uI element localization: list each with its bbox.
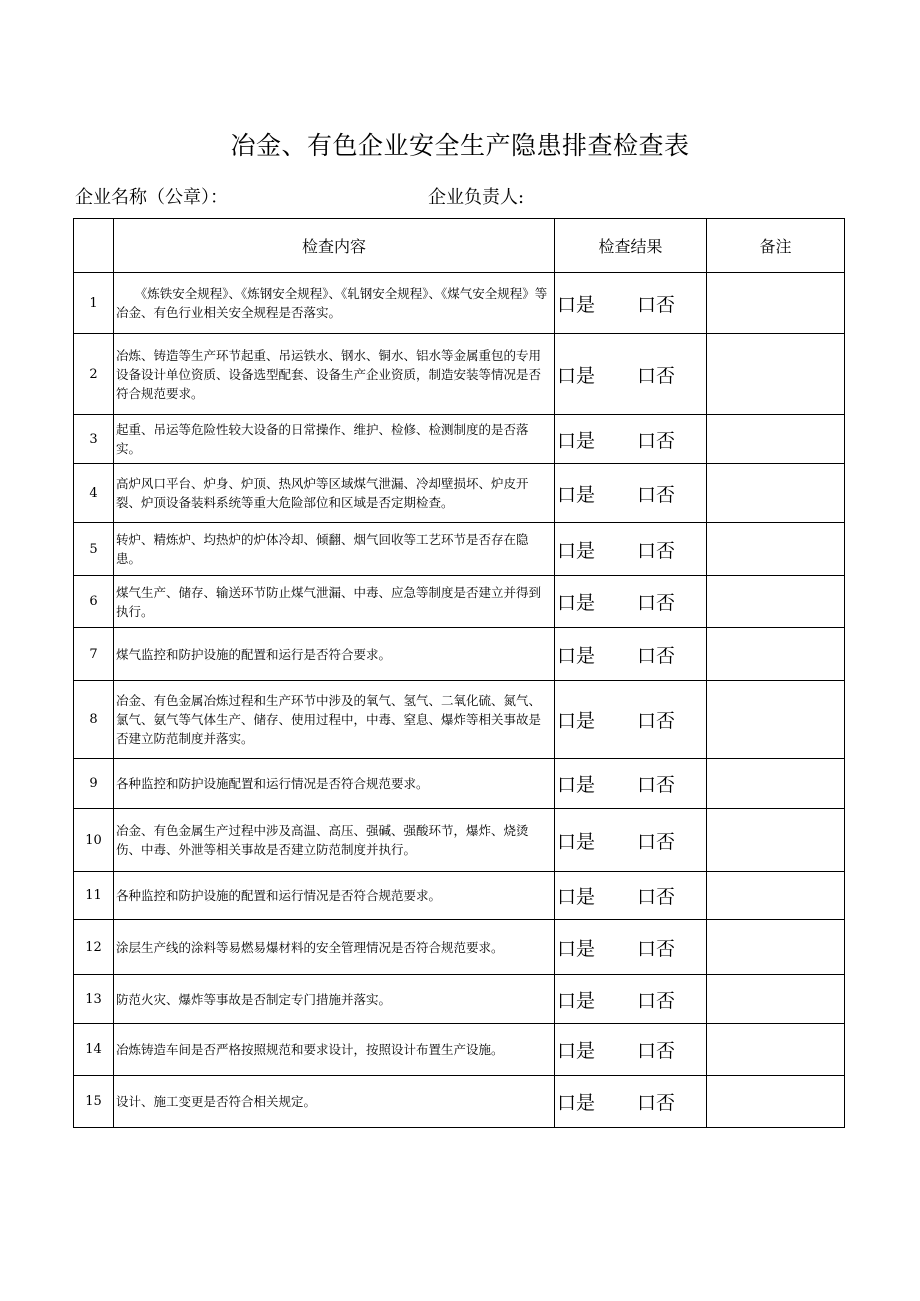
table-row — [74, 975, 845, 1024]
row-result — [555, 1076, 707, 1128]
table-row — [74, 681, 845, 759]
table-row — [74, 576, 845, 628]
table-row — [74, 334, 845, 415]
table-row — [74, 464, 845, 523]
row-check-content: 高炉风口平台、炉身、炉顶、热风炉等区域煤气泄漏、冷却壁损坏、炉皮开裂、炉顶设备装料系统等重大危险部位和区域是否定期检查。 — [114, 464, 555, 523]
result-yes-checkbox[interactable]: 口是 — [557, 886, 596, 908]
row-number: 3 — [74, 415, 114, 464]
row-result — [555, 1024, 707, 1076]
result-no-checkbox[interactable]: 口否 — [637, 644, 676, 667]
company-name-label: 企业名称（公章）： — [75, 187, 228, 208]
row-result — [555, 334, 707, 415]
row-result — [555, 809, 707, 872]
row-number: 2 — [74, 334, 114, 415]
result-no-checkbox[interactable]: 口否 — [637, 483, 676, 506]
result-no-checkbox[interactable]: 口否 — [637, 293, 676, 316]
row-note[interactable] — [707, 464, 845, 523]
row-check-content: 各种监控和防护设施的配置和运行情况是否符合规范要求。 — [114, 872, 555, 920]
row-note[interactable] — [707, 872, 845, 920]
row-check-content: 涂层生产线的涂料等易燃易爆材料的安全管理情况是否符合规范要求。 — [114, 920, 555, 975]
result-yes-checkbox[interactable]: 口是 — [557, 592, 596, 614]
table-row — [74, 1024, 845, 1076]
row-result — [555, 415, 707, 464]
result-yes-checkbox[interactable]: 口是 — [557, 429, 596, 452]
row-number: 1 — [74, 273, 114, 334]
row-note[interactable] — [707, 415, 845, 464]
result-yes-checkbox[interactable]: 口是 — [557, 1092, 596, 1114]
result-yes-checkbox[interactable]: 口是 — [557, 774, 596, 796]
row-check-content: 起重、吊运等危险性较大设备的日常操作、维护、检修、检测制度的是否落实。 — [114, 415, 555, 464]
header-result: 检查结果 — [555, 219, 707, 273]
result-no-checkbox[interactable]: 口否 — [637, 429, 676, 452]
row-result — [555, 759, 707, 809]
table-row — [74, 759, 845, 809]
row-check-content: 冶金、有色金属生产过程中涉及高温、高压、强碱、强酸环节，爆炸、烧烫伤、中毒、外泄等相关事故是否建立防范制度并执行。 — [114, 809, 555, 872]
table-header-row — [74, 219, 845, 273]
row-check-content: 各种监控和防护设施配置和运行情况是否符合规范要求。 — [114, 759, 555, 809]
row-result — [555, 872, 707, 920]
result-no-checkbox[interactable]: 口否 — [637, 1040, 676, 1062]
header-content: 检查内容 — [114, 219, 555, 273]
result-yes-checkbox[interactable]: 口是 — [557, 364, 596, 387]
row-note[interactable] — [707, 1076, 845, 1128]
table-row — [74, 920, 845, 975]
row-note[interactable] — [707, 759, 845, 809]
row-check-content: 冶炼铸造车间是否严格按照规范和要求设计，按照设计布置生产设施。 — [114, 1024, 555, 1076]
responsible-person-label: 企业负责人: — [428, 187, 525, 208]
row-number: 13 — [74, 975, 114, 1024]
row-note[interactable] — [707, 681, 845, 759]
header-note: 备注 — [707, 219, 845, 273]
row-check-content: 冶金、有色金属冶炼过程和生产环节中涉及的氧气、氢气、二氧化硫、氮气、氯气、氨气等气体生产、储存、使用过程中，中毒、窒息、爆炸等相关事故是否建立防范制度并落实。 — [114, 681, 555, 759]
row-result — [555, 523, 707, 576]
result-no-checkbox[interactable]: 口否 — [637, 937, 676, 960]
result-no-checkbox[interactable]: 口否 — [637, 1092, 676, 1114]
row-check-content: 冶炼、铸造等生产环节起重、吊运铁水、钢水、铜水、铝水等金属重包的专用设备设计单位资质、设备选型配套、设备生产企业资质，制造安装等情况是否符合规范要求。 — [114, 334, 555, 415]
row-note[interactable] — [707, 809, 845, 872]
result-no-checkbox[interactable]: 口否 — [637, 989, 676, 1012]
result-yes-checkbox[interactable]: 口是 — [557, 937, 596, 960]
row-note[interactable] — [707, 273, 845, 334]
row-number: 14 — [74, 1024, 114, 1076]
row-number: 12 — [74, 920, 114, 975]
row-result — [555, 628, 707, 681]
row-note[interactable] — [707, 628, 845, 681]
table-row — [74, 523, 845, 576]
table-row — [74, 1076, 845, 1128]
row-check-content: 转炉、精炼炉、均热炉的炉体冷却、倾翻、烟气回收等工艺环节是否存在隐患。 — [114, 523, 555, 576]
result-no-checkbox[interactable]: 口否 — [637, 886, 676, 908]
result-no-checkbox[interactable]: 口否 — [637, 539, 676, 562]
row-check-content: 煤气生产、储存、输送环节防止煤气泄漏、中毒、应急等制度是否建立并得到执行。 — [114, 576, 555, 628]
row-number: 9 — [74, 759, 114, 809]
row-note[interactable] — [707, 576, 845, 628]
result-yes-checkbox[interactable]: 口是 — [557, 830, 596, 853]
row-result — [555, 975, 707, 1024]
row-number: 10 — [74, 809, 114, 872]
row-number: 8 — [74, 681, 114, 759]
row-note[interactable] — [707, 334, 845, 415]
table-row — [74, 809, 845, 872]
table-row — [74, 628, 845, 681]
result-yes-checkbox[interactable]: 口是 — [557, 483, 596, 506]
result-no-checkbox[interactable]: 口否 — [637, 774, 676, 796]
row-result — [555, 464, 707, 523]
table-row — [74, 273, 845, 334]
result-no-checkbox[interactable]: 口否 — [637, 710, 676, 732]
result-yes-checkbox[interactable]: 口是 — [557, 644, 596, 667]
table-row — [74, 415, 845, 464]
result-no-checkbox[interactable]: 口否 — [637, 830, 676, 853]
row-result — [555, 576, 707, 628]
result-yes-checkbox[interactable]: 口是 — [557, 539, 596, 562]
row-number: 7 — [74, 628, 114, 681]
header-num — [74, 219, 114, 273]
result-yes-checkbox[interactable]: 口是 — [557, 710, 596, 732]
row-note[interactable] — [707, 523, 845, 576]
row-note[interactable] — [707, 975, 845, 1024]
row-number: 6 — [74, 576, 114, 628]
result-no-checkbox[interactable]: 口否 — [637, 364, 676, 387]
row-result — [555, 273, 707, 334]
row-number: 5 — [74, 523, 114, 576]
row-number: 11 — [74, 872, 114, 920]
inspection-table — [73, 218, 845, 1128]
result-no-checkbox[interactable]: 口否 — [637, 592, 676, 614]
row-number: 15 — [74, 1076, 114, 1128]
result-yes-checkbox[interactable]: 口是 — [557, 989, 596, 1012]
row-check-content: 《炼铁安全规程》、《炼钢安全规程》、《轧钢安全规程》、《煤气安全规程》等冶金、有色行业相关安全规程是否落实。 — [114, 273, 555, 334]
row-result — [555, 920, 707, 975]
row-check-content: 煤气监控和防护设施的配置和运行是否符合要求。 — [114, 628, 555, 681]
row-check-content: 设计、施工变更是否符合相关规定。 — [114, 1076, 555, 1128]
table-row — [74, 872, 845, 920]
row-note[interactable] — [707, 1024, 845, 1076]
row-note[interactable] — [707, 920, 845, 975]
row-check-content: 防范火灾、爆炸等事故是否制定专门措施并落实。 — [114, 975, 555, 1024]
page-title: 冶金、有色企业安全生产隐患排查检查表 — [230, 131, 690, 160]
row-result — [555, 681, 707, 759]
result-yes-checkbox[interactable]: 口是 — [557, 293, 596, 316]
result-yes-checkbox[interactable]: 口是 — [557, 1040, 596, 1062]
row-number: 4 — [74, 464, 114, 523]
